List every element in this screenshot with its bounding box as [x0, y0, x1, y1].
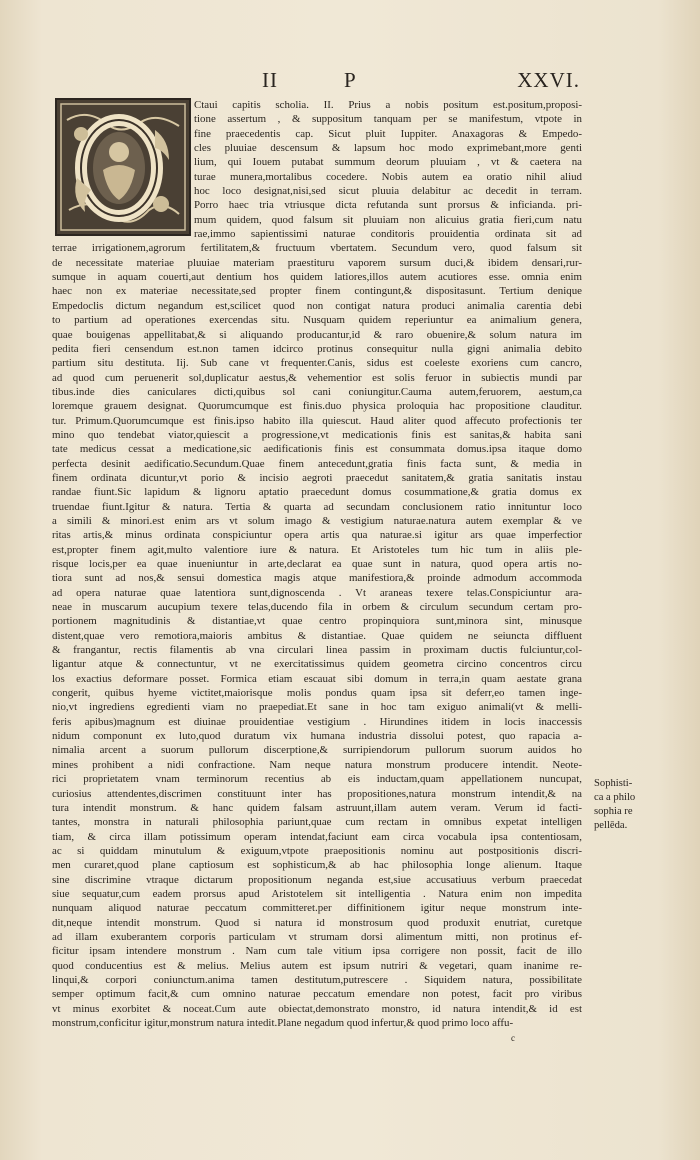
- marginal-note: [594, 777, 674, 833]
- text-line: ac si quiddam minutulum & exiguum,vtpote praepositionis nominu aut postpositionis discri-: [52, 844, 582, 857]
- text-line: risque locis,per ea quae inueniuntur in arte,declarat ea quae sunt in natura, quod opera artis no-: [52, 558, 582, 570]
- text-line: dit,neque intendit monstrum. Quod si natura id monstrosum quod produxit enutriat, curetque: [52, 916, 582, 929]
- text-line: semper optimum facit,& cum omnino naturae peccatum emendare non potest, facit pro viribus: [52, 988, 582, 1001]
- text-line: tate medicus cessat a medicatione,sic aedificationis finis est consummata domus.ipsa itaque domo: [52, 443, 582, 456]
- text-line: perfecta desinit aedificatio.Secundum.Quae finem antecedunt,gratia finis facta sunt, & media in: [52, 457, 582, 470]
- text-line: monstrum,conficitur igitur,monstrum natura intedit.Plane negadum quod infertur,& quod primo loco affu-: [52, 1017, 514, 1029]
- text-line: ritas artis,& minus ordinata conspiciuntur opera artis qua naturae.si igitur ars quae imperfectior: [52, 529, 582, 542]
- text-line: lium, qui Iouem putabat summum deorum pluuiam , vt & caetera na: [194, 156, 582, 169]
- folio-number: XXVI.: [517, 68, 580, 92]
- text-line: randae fiunt.Sic lapidum & lignoru aptatio praecedunt domus cosummatione,& gratia domus ex: [52, 486, 582, 499]
- text-line: sumque in aquam couerti,aut dentium hos quidem latiores,illos autem acutiores esse. omnia enim: [52, 271, 582, 284]
- text-line: quod conducentius est & melius. Melius autem est ipsum nutriri & vegetari, quam inanime re-: [52, 959, 582, 972]
- catchword: c: [511, 1032, 515, 1043]
- marginal-note-line: pellēda.: [594, 820, 628, 831]
- text-line: ad illam exuberantem corporis particulam vt strumam dorsi alimentum mitti, non protinus ef-: [52, 930, 582, 943]
- text-line: finem ordinata dicuntur,vt porio & incisio aegroti praecedut sanitatem,& gratia sanitatis instau: [52, 471, 582, 484]
- text-line: hoc loco designat,nisi,sed sicut pluuia delabitur ac decedit in terram.: [194, 185, 582, 198]
- text-line: mino quo tendebat viator,quiescit a progressione,vt medicationis finis est sanitas,& habita sani: [52, 428, 582, 441]
- text-line: to partium ad operationes exercendas situ. Nusquam quidem reperiuntur ea animalium genera,: [52, 314, 582, 327]
- text-line: tiam, & circa illam potissimum operam intendat,faciunt eam circa vocabula ipsa contentiosam,: [52, 830, 582, 843]
- text-line: rici proprietatem vnam terminorum recentius ab eis inductam,quam appellationem nuncupat,: [52, 773, 582, 786]
- text-line: tione assertum , & suppositum tanquam per se manifestum, vtpote in: [194, 113, 582, 126]
- text-line: curiosius attendentes,discrimen constituunt inter has propositiones,natura monstrum intendit,& na: [52, 787, 582, 800]
- text-line: ficitur ipsam intendere monstrum . Nam cum tale vitium ipsa corrigere non possit, facit de illo: [52, 945, 582, 958]
- text-line: haec non ex materiae necessitate,sed propter finem contingunt,& dispositasunt. Tertium denique: [52, 285, 582, 298]
- text-line: tur. Primum.Quorumcumque est finis.ipso habito illa quiescut. Haud aliter quod affecuto profectionis ter: [52, 414, 582, 427]
- marginal-note-line: sophia re: [594, 806, 633, 817]
- marginal-note-line: ca a philo: [594, 792, 636, 803]
- running-header: [260, 68, 580, 94]
- text-line: truendae fiunt.Igitur & natura. Tertia & quarta ad secundam conclusionem ratio innituntur loco: [52, 500, 582, 513]
- text-line: nio,vt ingrediens egredienti viam no praepediat.Et sane in hoc tam exiguo animali(vt & melli-: [52, 701, 582, 714]
- text-line: nunquam aliquod naturae peccatum committeret.per diffinitionem igitur neque monstrum inte-: [52, 902, 582, 915]
- text-line: loremque grauem designat. Quorumcumque est finis.duo physica proloquia hac propositione clauditur.: [52, 400, 582, 413]
- text-line: de necessitate materiae pluuiae materiam praestituru vaporem sursum duci,& ibidem densari,rur-: [52, 256, 582, 269]
- text-line: tura intendit monstrum. & hanc quidem falsam astruunt,illam autem veram. Verum id facti-: [52, 801, 582, 814]
- text-line: Porro haec tria vtriusque dicta refutanda sunt prorsus & inficianda. pri-: [194, 199, 582, 212]
- text-line: quae bouigenas appellitabat,& si aliquando producantur,id & raro obuenire,& solum natura im: [52, 328, 582, 341]
- text-line: Ctaui capitis scholia. II. Prius a nobis positum est.positum,proposi-: [194, 99, 582, 111]
- text-line: a simili & minori.est enim ars vt solum imago & vestigium naturae.natura autem exemplar & ve: [52, 514, 582, 527]
- text-line: ad quod cum peruenerit sol,duplicatur aestus,& vehementior est solis feruor in subiectis mundi par: [52, 371, 582, 384]
- text-line: los exactius deformare posset. Formica etiam escauat sibi domum in terra,in quam aestate grana: [52, 672, 582, 685]
- text-line: turae munera,mortalibus cocedere. Nobis autem ea oratio nihil aliud: [194, 170, 582, 183]
- text-line: ad opera naturae quae latentiora sunt,dignoscenda . Vt araneas texere telas.Conspiciuntur ara-: [52, 586, 582, 599]
- text-line: nimalia arcent a suorum pullorum discerptione,& surripiendorum pullorum suorum auidos ho: [52, 744, 582, 757]
- text-line: sine discrimine vtraque dictarum propositionum neganda est,siue accusatiuus verbum praecedat: [52, 873, 582, 886]
- text-line: distent,quae vero remotiora,maioris ambitus & distantiae. Quae quidem ne seiuncta diffluent: [52, 629, 582, 642]
- text-line: congerit, quibus hyeme victitet,maiorisque molis pondus quam ipsa sit deferr,eo tamen inge-: [52, 687, 582, 700]
- text-line: Empedoclis dictum negandum est,scilicet quod non contigat natura produci animalia carentia debi: [52, 299, 582, 312]
- text-line: vt minus exorbitet & noceat.Cum aute obiectat,demonstrato monstro, id natura intendit,& id est: [52, 1002, 582, 1015]
- text-line: est,propter finem agit,multo valentiore iure & natura. Et Aristoteles tum hic tum in aliis ple-: [52, 543, 582, 556]
- text-line: ligantur atque & connectuntur, vt ne exercitatissimus quidem geometra circino concentros circu: [52, 658, 582, 671]
- text-line: portionem magnitudinis & distantiae,vt quae centro propinquiora sunt,minora sint, minusque: [52, 615, 582, 628]
- text-line: & frangantur, rectis filamentis ab vna circulari linea passim in proximam ductis fulciuntur,col-: [52, 644, 582, 657]
- text-line: feris apibus)magnum est diuinae prouidentiae vestigium . Hirundines itidem in locis inaccessis: [52, 715, 582, 728]
- text-line: tibus.inde dies caniculares dicti,quibus sol cani coniungitur.Cauma autem,feruorem, aestum,ca: [52, 385, 582, 398]
- text-line: rae,immo sapientissimi naturae conditoris prouidentia ordinata sit ad: [194, 228, 582, 241]
- text-line: mines prohibent a nidi confractione. Nam neque natura monstrum producere intendit. Neote-: [52, 758, 582, 771]
- text-line: neae in muscarum aucupium texere telas,ducendo fila in orbem & circulum secundum certam pro-: [52, 601, 582, 614]
- text-line: partium situ destituta. Iij. Sub cane vt frequenter.Canis, sidus est coeleste exoriens cum cancro,: [52, 357, 582, 370]
- text-line: nidum componunt ex luto,quod duratum vix humana industria dissolui potest, quo rapacia a-: [52, 730, 582, 743]
- text-line: linqui,& corpori coniunctum.anima tamen destitutum,putrescere . Siquidem natura, possibilitate: [52, 973, 582, 986]
- text-line: siue sequatur,cum eadem prorsus apud Aristotelem sit intelligentia . Natura enim non impedita: [52, 887, 582, 900]
- signature-mark: II: [262, 68, 278, 92]
- text-line: tantes, monstra in naturali philosophia pariunt,quae cum rectam in omnibus expetat intelligen: [52, 816, 582, 829]
- text-line: pedita fieri censendum est.non tamen idcirco protinus consequitur nulla gigni animalia debito: [52, 342, 582, 355]
- marginal-note-line: Sophisti-: [594, 778, 633, 789]
- text-line: fine praecedentis cap. Sicut pluit Iuppiter. Anaxagoras & Empedo-: [194, 127, 582, 140]
- text-line: terrae irrigationem,agrorum fertilitatem,& fructuum vbertatem. Secundum vero, quod falsum sit: [52, 242, 582, 255]
- text-line: tiora sunt ad nos,& sensui domestica magis atque manifestiora,& proinde admodum accommoda: [52, 572, 582, 585]
- text-line: men curaret,quod plane captiosum est sophisticum,& ab hac philosophia longe alienum. Itaque: [52, 859, 582, 872]
- gathering-letter: P: [344, 68, 357, 92]
- commentary-text-block: [52, 98, 582, 1029]
- text-line: mum quidem, quod falsum sit pluuiam non alicuius gratia fieri,cum natu: [194, 213, 582, 226]
- text-line: cles pluuiae descensum & lapsum hoc modo exprimebant,more genti: [194, 142, 582, 155]
